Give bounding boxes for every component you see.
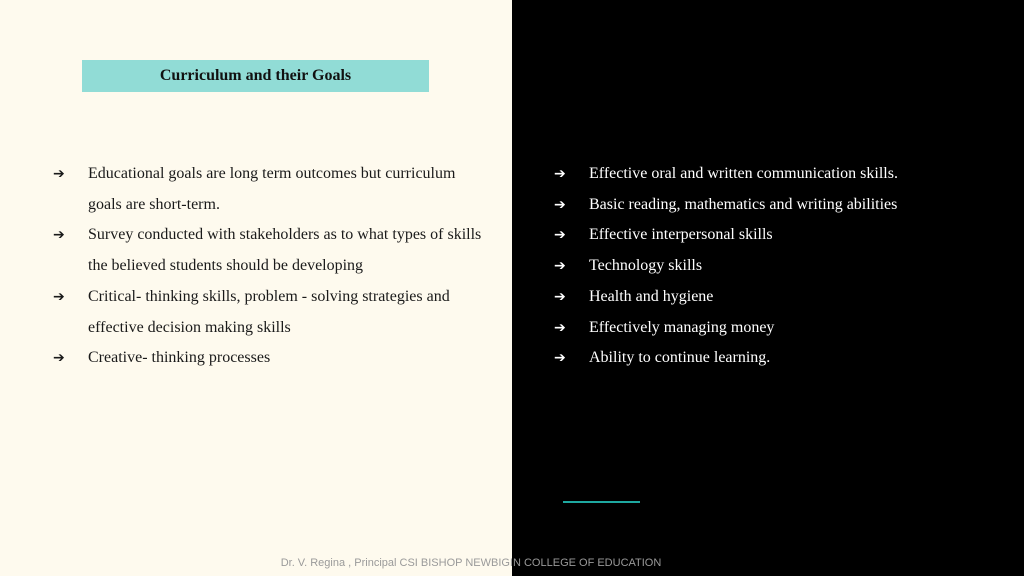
slide-footer: Dr. V. Regina , Principal CSI BISHOP NEWBIGIN COLLEGE OF EDUCATION — [280, 557, 662, 569]
left-bullet-item — [53, 159, 493, 220]
arrow-bullet-icon: ➔ — [554, 196, 566, 213]
bullet-text: Creative- thinking processes — [88, 349, 271, 367]
right-bullet-item — [554, 313, 994, 344]
bullet-text: Survey conducted with stakeholders as to what types of skills the believed students should be developing — [88, 226, 482, 275]
bullet-text: Effective oral and written communication skills. — [589, 165, 898, 182]
bullet-text: Ability to continue learning. — [589, 349, 771, 367]
arrow-bullet-icon: ➔ — [53, 288, 65, 305]
left-bullet-item — [53, 220, 493, 281]
bullet-text: Educational goals are long term outcomes but curriculum goals are short-term. — [88, 165, 456, 213]
bullet-text: Technology skills — [589, 257, 703, 275]
arrow-bullet-icon: ➔ — [554, 227, 566, 244]
right-bullet-item — [554, 343, 994, 374]
bullet-text: Critical- thinking skills, problem - solving strategies and effective decision making skills — [88, 287, 450, 336]
bullet-text: Effective interpersonal skills — [589, 226, 773, 244]
arrow-bullet-icon: ➔ — [554, 350, 566, 367]
arrow-bullet-icon: ➔ — [554, 166, 566, 182]
accent-divider — [563, 501, 640, 503]
right-bullet-item — [554, 220, 994, 251]
arrow-bullet-icon: ➔ — [53, 166, 65, 182]
slide-title-box — [82, 60, 429, 92]
bullet-text: Health and hygiene — [589, 287, 714, 305]
left-bullet-list — [53, 159, 493, 374]
bullet-text: Effectively managing money — [589, 318, 775, 336]
right-bullet-list — [554, 159, 994, 374]
arrow-bullet-icon: ➔ — [554, 319, 566, 336]
arrow-bullet-icon: ➔ — [53, 227, 65, 244]
right-bullet-item — [554, 190, 994, 221]
left-bullet-item — [53, 282, 493, 343]
arrow-bullet-icon: ➔ — [554, 288, 566, 305]
arrow-bullet-icon: ➔ — [554, 258, 566, 275]
right-bullet-item — [554, 159, 994, 190]
right-bullet-item — [554, 282, 994, 313]
arrow-bullet-icon: ➔ — [53, 350, 65, 367]
bullet-text: Basic reading, mathematics and writing abilities — [589, 195, 898, 213]
slide-title: Curriculum and their Goals — [159, 67, 352, 84]
right-bullet-item — [554, 251, 994, 282]
left-bullet-item — [53, 343, 493, 374]
